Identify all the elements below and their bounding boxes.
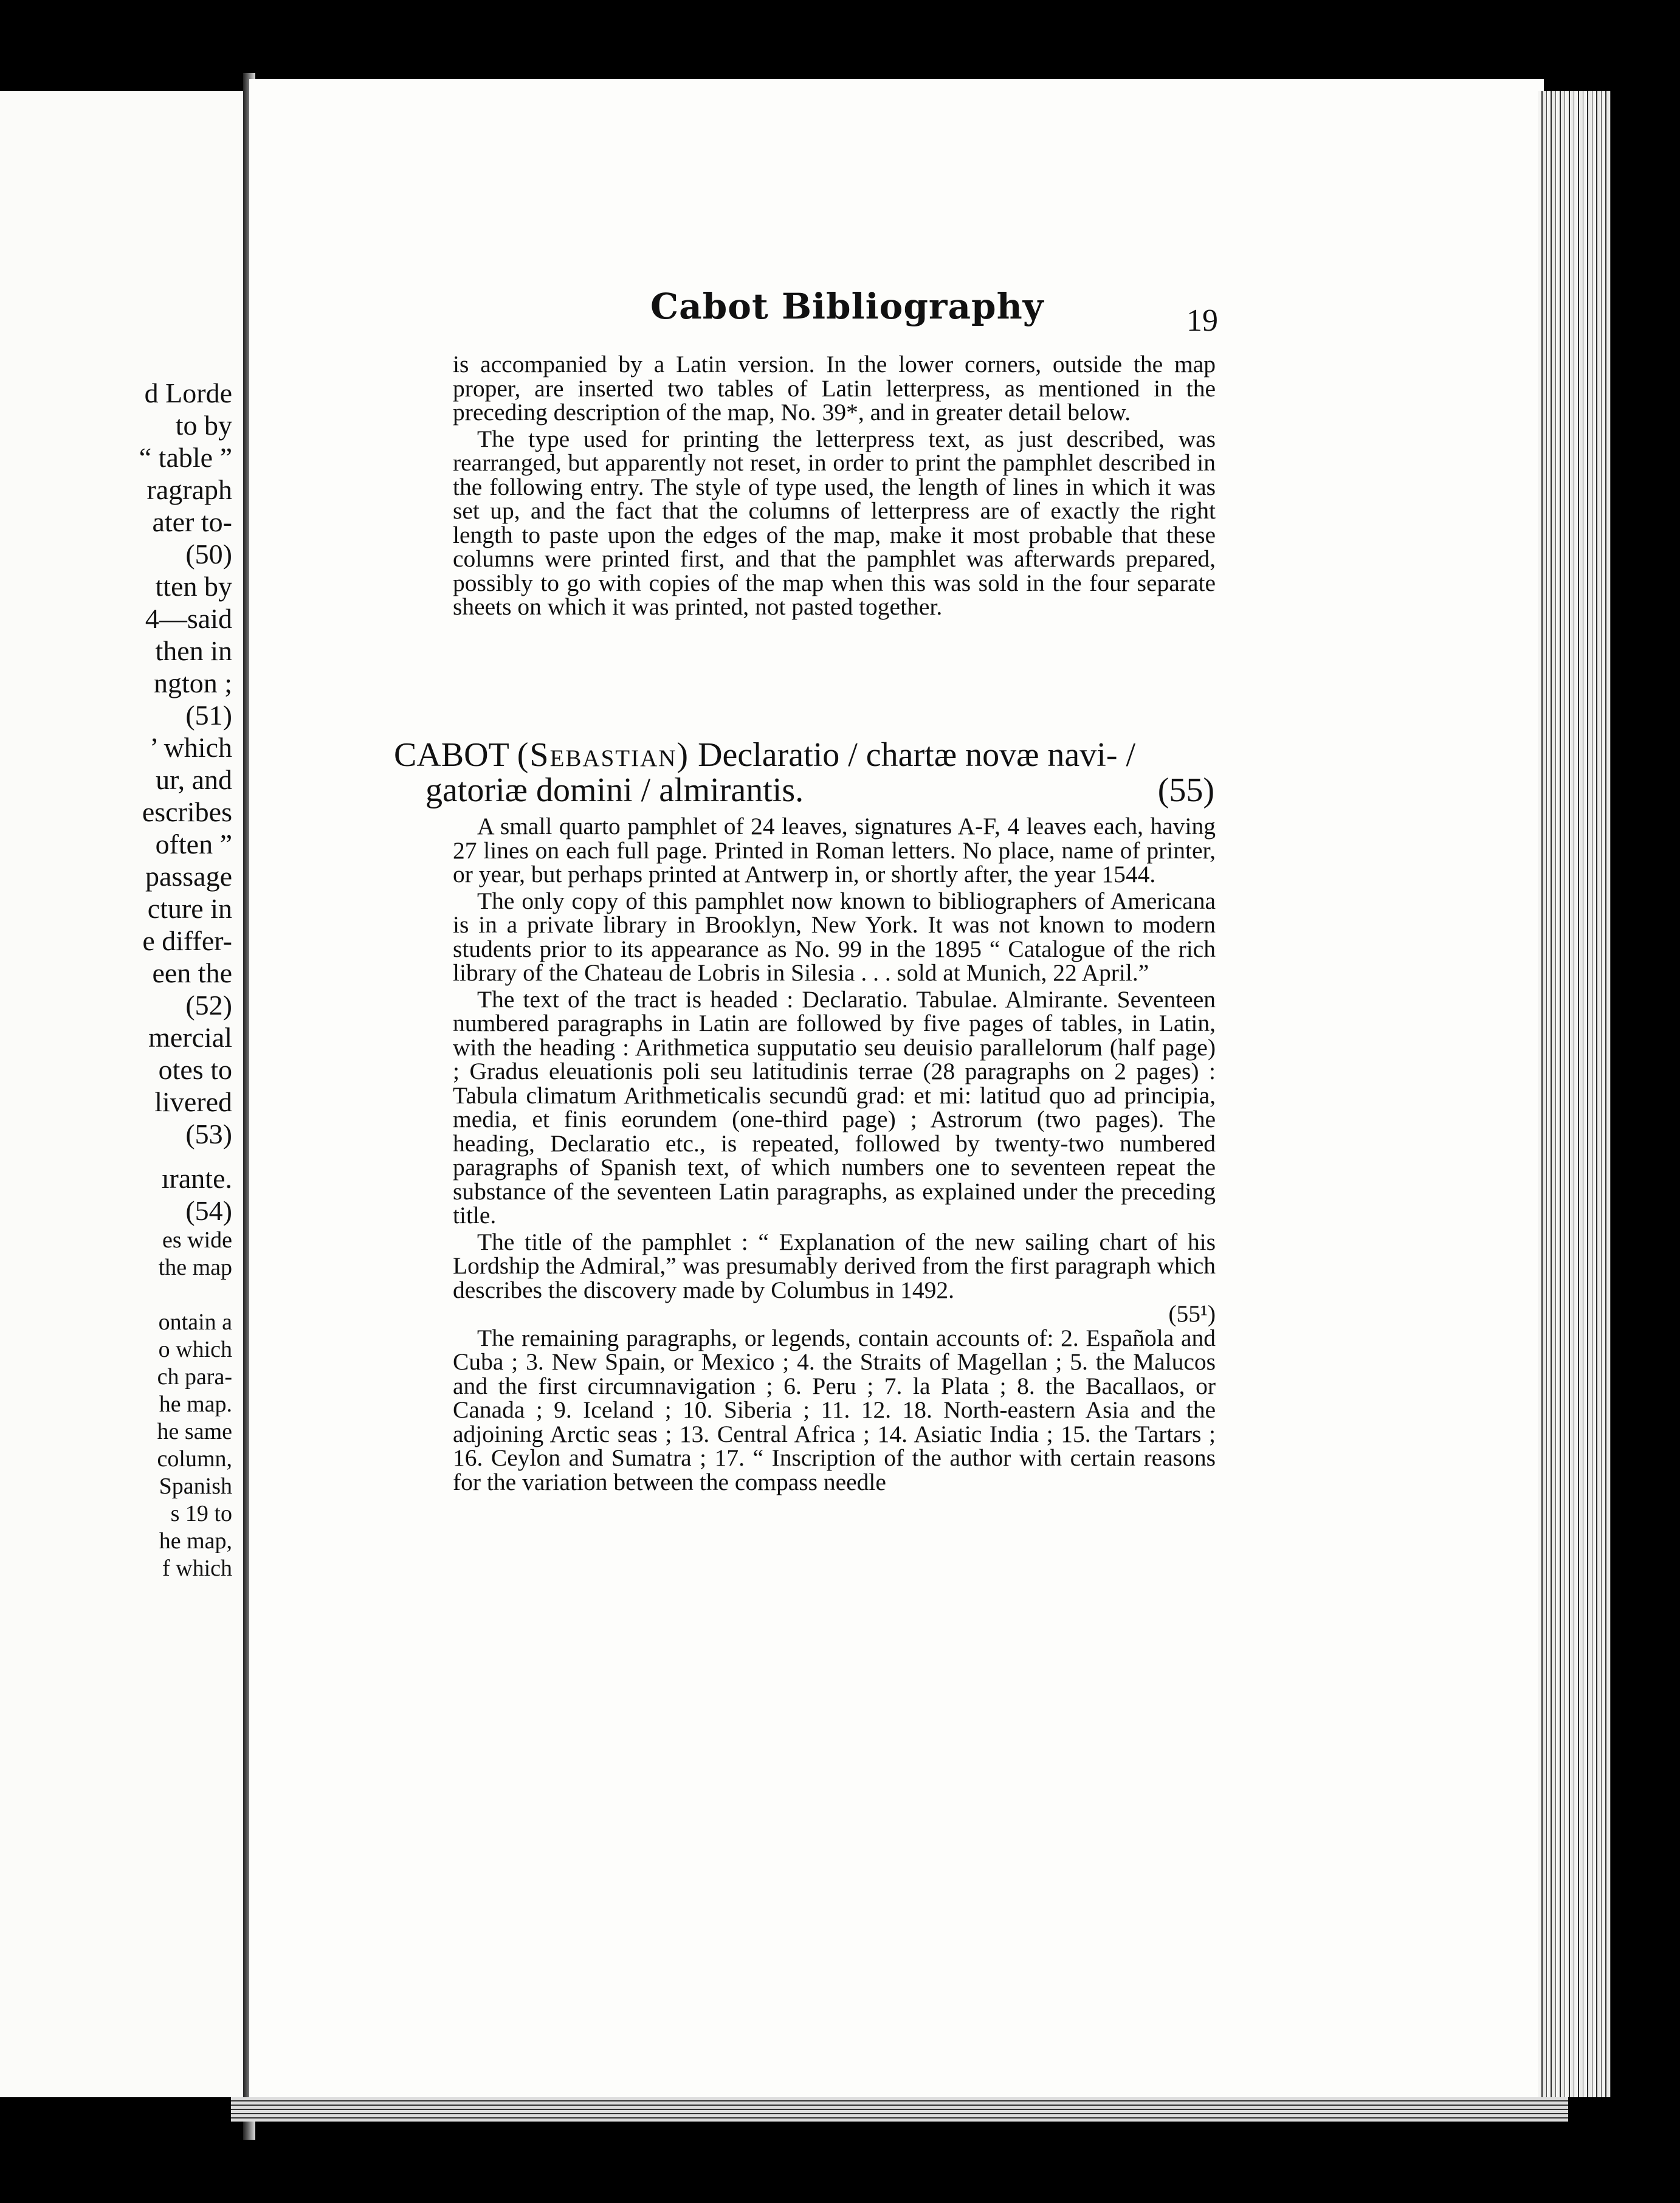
page-edge	[1538, 91, 1611, 2097]
left-line: livered	[154, 1086, 232, 1117]
paragraph: The text of the tract is headed : Declaratio. Tabulae. Almirante. Seventeen numbered paragraphs in Latin are followed by five pages of tables, in Latin, with the heading : Arithmetica supputatio seu deuisio parallelorum (half page) ; Gradus eleuationis poli seu latitudinis terrae (28 paragraphs on 2 pages) : Tabula climatum Arithmeticalis secundũ grad: et mi: latitud quo ad principia, media, et finis eorundem (one-third page) ; Astrorum (two pages). The heading, Declaratio etc., is repeated, followed by twenty-two numbered paragraphs of Spanish text, of which numbers one to seventeen repeat the substance of the seventeen Latin paragraphs, as explained under the preceding title.	[453, 985, 1216, 1229]
left-entry-number: (53)	[185, 1119, 232, 1150]
left-entry-number: (52)	[185, 990, 232, 1021]
left-facing-page	[0, 91, 243, 2097]
left-line: ur, and	[156, 764, 232, 795]
left-line: ngton ;	[153, 667, 232, 698]
left-entry-number: (50)	[185, 539, 232, 570]
paragraph: The type used for printing the letterpress text, as just described, was rearranged, but apparently not reset, in order to print the pamphlet described in the following entry. The style of type used, the length of lines in which it was set up, and the fact that the columns of letterpress are of exactly the right length to paste upon the edges of the map, make it most probable that these columns were printed first, and that the pamphlet was afterwards prepared, possibly to go with copies of the map when this was sold in the four separate sheets on which it was printed, not pasted together.	[453, 425, 1216, 620]
left-line: the map	[158, 1255, 232, 1280]
entry-author-given: (Sebastian)	[517, 736, 690, 774]
paragraph: A small quarto pamphlet of 24 leaves, signatures A-F, 4 leaves each, having 27 lines on each full page. Printed in Roman letters. No place, name of printer, or year, but perhaps printed at Antwerp in, or shortly after, the year 1544.	[453, 813, 1216, 888]
left-line: s 19 to	[170, 1501, 232, 1526]
entry-heading	[394, 737, 1214, 808]
left-line: ontain a	[158, 1309, 232, 1335]
paragraph: The title of the pamphlet : “ Explanation of the new sailing chart of his Lordship the Admiral,” was presumably derived from the first paragraph which describes the discovery made by Columbus in 1492.	[453, 1228, 1216, 1303]
left-line: ’ which	[150, 732, 232, 763]
left-line: he map,	[159, 1528, 232, 1554]
left-line: he map.	[159, 1391, 232, 1417]
left-line: “ table ”	[139, 442, 232, 473]
left-line: es wide	[162, 1227, 232, 1253]
left-line: ragraph	[146, 474, 232, 505]
left-line: column,	[157, 1446, 232, 1472]
running-head: Cabot Bibliography	[650, 286, 1044, 327]
entry-title-line: Declaratio / chartæ novæ navi- /	[698, 736, 1136, 774]
left-entry-number: (54)	[185, 1195, 232, 1226]
left-line: otes to	[158, 1054, 232, 1085]
paragraph: The remaining paragraphs, or legends, contain accounts of: 2. Española and Cuba ; 3. New Spain, or Mexico ; 4. the Straits of Magellan ; 5. the Malucos and the first circumnavigation ; 6. Peru ; 7. la Plata ; 8. the Bacallaos, or Canada ; 9. Iceland ; 10. Siberia ; 11. 12. 18. North-eastern Asia and the adjoining Arctic seas ; 13. Central Africa ; 14. Asiatic India ; 15. the Tartars ; 16. Ceylon and Sumatra ; 17. “ Inscription of the author with certain reasons for the variation between the compass needle	[453, 1324, 1216, 1495]
entry-number: (55)	[1157, 771, 1214, 809]
left-line: cture in	[147, 893, 232, 924]
left-line: he same	[157, 1419, 232, 1444]
left-line: o which	[158, 1337, 232, 1362]
left-line: often ”	[155, 829, 232, 860]
left-blank-line	[13, 1281, 232, 1309]
left-line: d Lorde	[144, 378, 232, 409]
entry-author: CABOT	[394, 736, 509, 774]
left-line: to by	[175, 410, 232, 441]
left-line: ch para-	[157, 1364, 232, 1390]
entry-body	[453, 815, 1216, 1494]
left-line: passage	[145, 861, 232, 892]
left-line: ırante.	[161, 1163, 232, 1194]
entry-title-line: gatoriæ domini / almirantis.	[425, 771, 804, 809]
left-line: ater to-	[152, 506, 232, 537]
left-entry-number: (51)	[185, 700, 232, 731]
left-line: een the	[152, 957, 232, 988]
paragraph: is accompanied by a Latin version. In the lower corners, outside the map proper, are inserted two tables of Latin letterpress, as mentioned in the preceding description of the map, No. 39*, and in greater detail below.	[453, 351, 1216, 426]
sub-entry-number: (55¹)	[1168, 1300, 1216, 1327]
continuation-text	[453, 353, 1216, 619]
left-line: f which	[162, 1556, 232, 1581]
left-line: then in	[155, 635, 232, 666]
left-line: e differ-	[142, 925, 232, 956]
left-line: escribes	[142, 796, 232, 827]
left-line: tten by	[155, 571, 232, 602]
bottom-page-edge	[231, 2097, 1568, 2122]
left-line: mercial	[148, 1022, 232, 1053]
left-line: 4—said	[145, 603, 232, 634]
left-line: Spanish	[159, 1474, 232, 1499]
left-page-text	[13, 377, 232, 1582]
page-number: 19	[1186, 303, 1218, 338]
paragraph: The only copy of this pamphlet now known to bibliographers of Americana is in a private library in Brooklyn, New York. It was not known to modern students prior to its appearance as No. 99 in the 1895 “ Catalogue of the rich library of the Chateau de Lobris in Silesia . . . sold at Munich, 22 April.”	[453, 887, 1216, 986]
